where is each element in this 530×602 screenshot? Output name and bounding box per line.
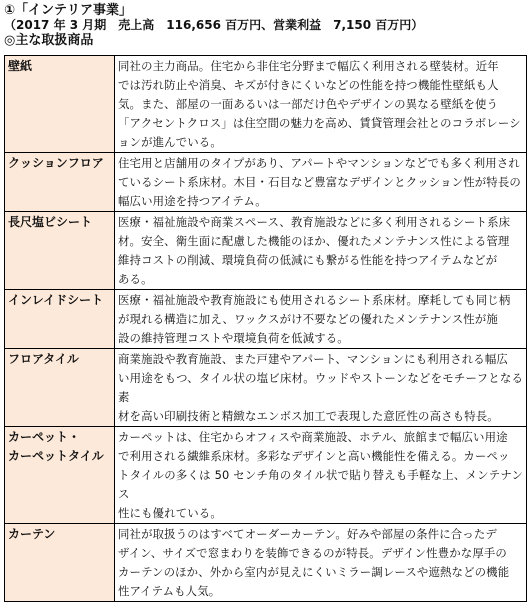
product-description: 医療・福祉施設や教育施設にも使用されるシート系床材。摩耗しても同じ柄 が現れる構造に加え、ワックスがけ不要などの優れたメンテナンス性が施 設の維持管理コストや環境負荷を低減する。 <box>115 290 527 349</box>
product-list-title: ◎主な取扱商品 <box>4 33 94 48</box>
product-name: カーテン <box>8 527 56 541</box>
products-table-body <box>5 56 527 602</box>
product-description: 同社が取扱うのはすべてオーダーカーテン。好みや部屋の条件に合ったデ ザイン、サイズで窓まわりを装飾できるのが特長。デザイン性豊かな厚手の カーテンのほか、外から室内が見えにくいミラー調レースや遮熱などの機能 性アイテムも人気。 <box>115 524 527 602</box>
product-name: 長尺塩ビシート <box>8 215 93 229</box>
product-description: 医療・福祉施設や商業スペース、教育施設などに多く利用されるシート系床 材。安全、衛生面に配慮した機能のほか、優れたメンテナンス性による管理 維持コストの削減、環境負荷の低減にも繋がる性能を持つアイテムなどが ある。 <box>115 212 527 290</box>
table-row <box>5 524 527 602</box>
product-description: 住宅用と店舗用のタイプがあり、アパートやマンションなどでも多く利用され ているシート系床材。木目・石目など豊富なデザインとクッション性が特長の 幅広い用途を持つアイテム。 <box>115 153 527 212</box>
product-description: 同社の主力商品。住宅から非住宅分野まで幅広く利用される壁装材。近年 では汚れ防止や消臭、キズが付きにくいなどの性能を持つ機能性壁紙も人 気。また、部屋の一面あるいは一部だけ色やデザインの異なる壁紙を使う 「アクセントクロス」は住空間の魅力を高め、賃貸管理会社とのコラボレーシ ョンが進んでいる。 <box>115 56 527 153</box>
products-table <box>4 55 527 602</box>
table-row <box>5 212 527 290</box>
product-name-cell <box>5 212 115 290</box>
table-row <box>5 349 527 427</box>
product-name-cell <box>5 290 115 349</box>
product-name-cell <box>5 427 115 524</box>
product-name: フロアタイル <box>8 352 79 366</box>
product-name-cell <box>5 349 115 427</box>
product-description: カーペットは、住宅からオフィスや商業施設、ホテル、旅館まで幅広い用途 で利用される繊維系床材。多彩なデザインと高い機能性を備える。カーペッ トタイルの多くは 50 センチ角のタイル状で貼り替えも手軽な上、メンテナンス 性にも優れている。 <box>115 427 527 524</box>
financial-summary: （2017 年 3 月期 売上高 116,656 百万円、営業利益 7,150 百万円） <box>4 18 424 32</box>
table-row <box>5 153 527 212</box>
table-row <box>5 56 527 153</box>
section-heading: ①「インテリア事業」 <box>4 3 133 18</box>
product-name: クッションフロア <box>8 156 104 170</box>
product-name: カーペット・ <box>8 430 81 444</box>
product-name: カーペットタイル <box>8 449 104 463</box>
table-row <box>5 427 527 524</box>
product-name-cell <box>5 56 115 153</box>
product-description: 商業施設や教育施設、また戸建やアパート、マンションにも利用される幅広 い用途をもつ、タイル状の塩ビ床材。ウッドやストーンなどをモチーフとなる素 材を高い印刷技術と精緻なエンボス加工で表現した意匠性の高さも特長。 <box>115 349 527 427</box>
product-name-cell <box>5 524 115 602</box>
table-row <box>5 290 527 349</box>
product-name: インレイドシート <box>8 293 104 307</box>
product-name-cell <box>5 153 115 212</box>
product-name: 壁紙 <box>8 59 33 73</box>
